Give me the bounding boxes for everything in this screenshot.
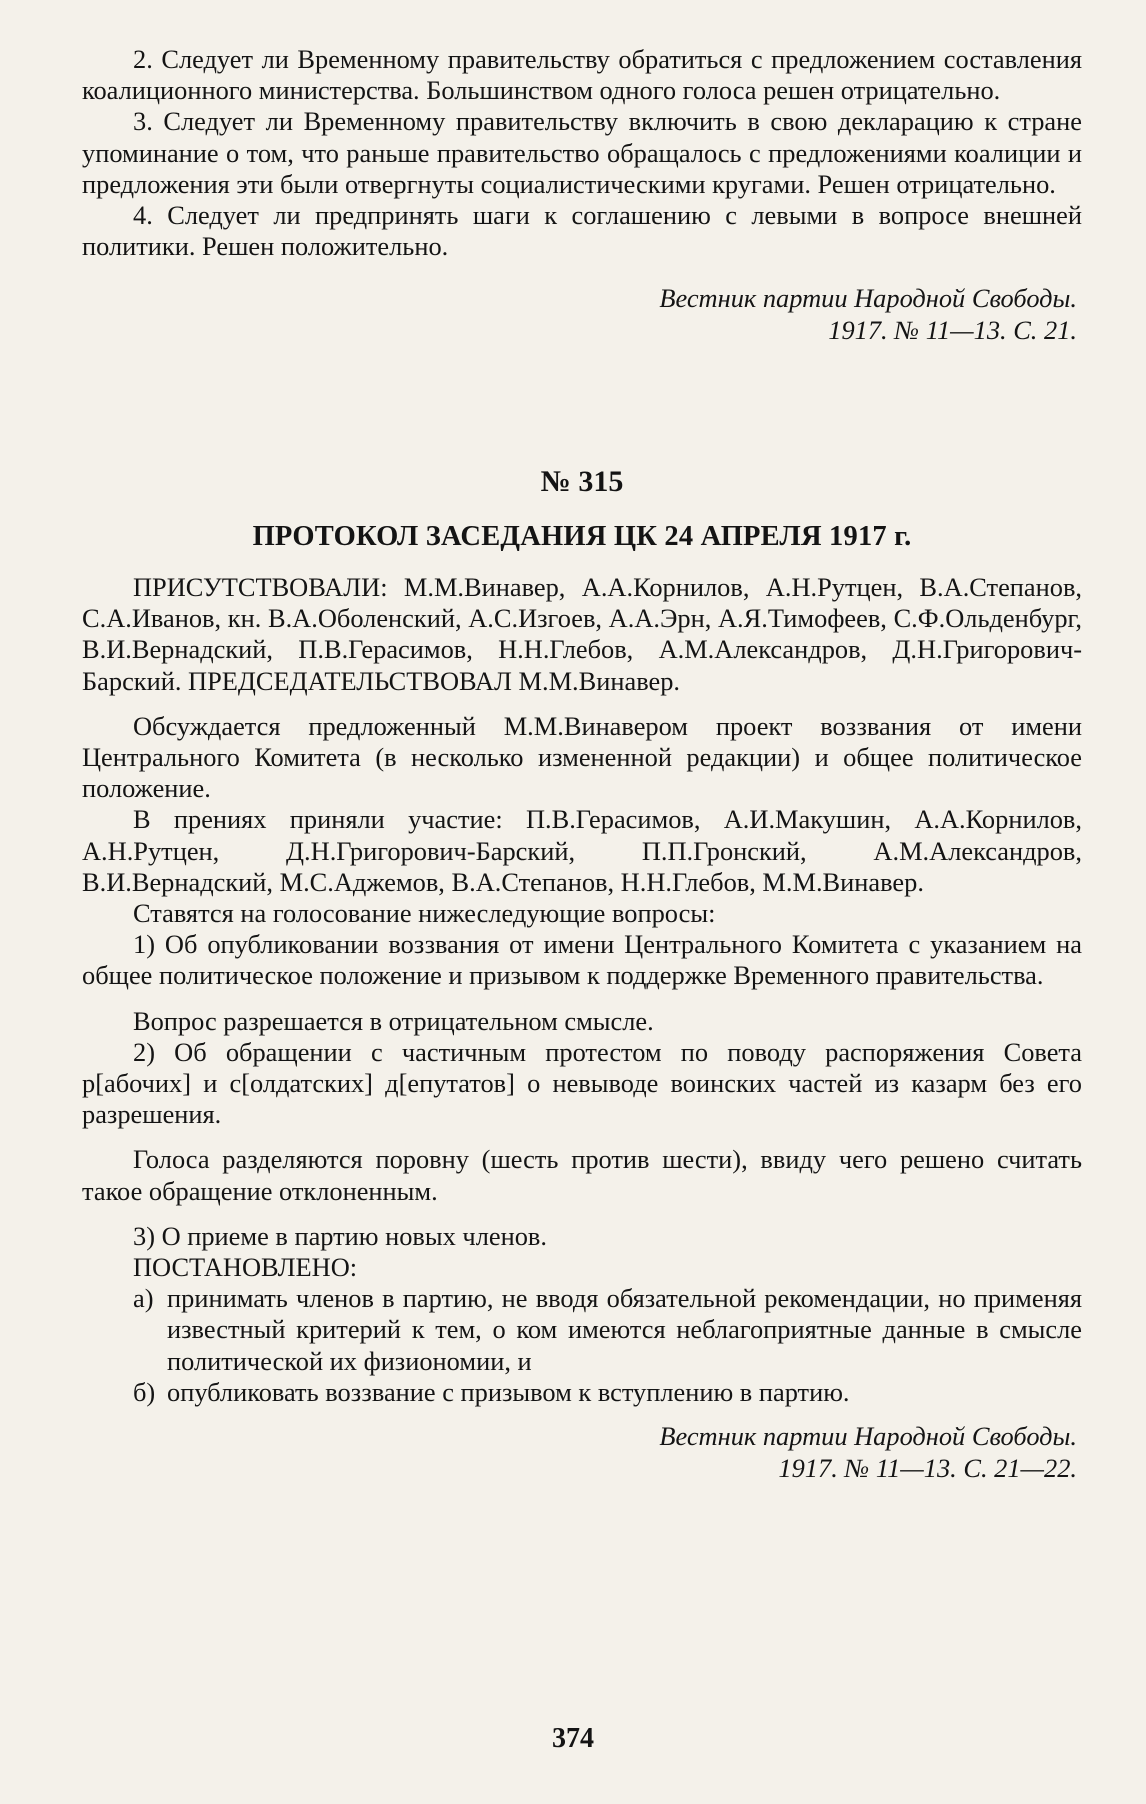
resolved-heading: ПОСТАНОВЛЕНО:	[133, 1252, 358, 1283]
previous-document-end	[82, 44, 1082, 346]
resolution-list	[82, 1283, 1082, 1408]
vote-question-1-result: Вопрос разрешается в отрицательном смысле.	[133, 1005, 654, 1036]
source-citation-2-line-1: Вестник партии Народной Свободы.	[659, 1421, 1077, 1452]
document-number: № 315	[540, 465, 624, 498]
question-2: 2. Следует ли Временному правительству обратиться с предложением составления коалиционного министерства. Большинством одного голоса решен отрицательно.	[82, 44, 1082, 106]
resolution-item-text: принимать членов в партию, не вводя обязательной рекомендации, но применяя известный критерий к тем, о ком имеются неблагоприятные данные в смысле политической их физиономии, и	[167, 1283, 1082, 1376]
vote-question-1: 1) Об опубликовании воззвания от имени Центрального Комитета с указанием на общее политическое положение и призывом к поддержке Временного правительства.	[82, 929, 1082, 991]
question-3: 3. Следует ли Временному правительству включить в свою декларацию к стране упоминание о том, что раньше правительство обращалось с предложениями коалиции и предложения эти были отвергнуты социалистическими кругами. Решен отрицательно.	[82, 106, 1082, 199]
source-citation-1-line-2: 1917. № 11—13. С. 21.	[828, 315, 1077, 346]
document-315	[82, 464, 1082, 1484]
debate-participants: В прениях приняли участие: П.В.Герасимов, А.И.Макушин, А.А.Корнилов, А.Н.Рутцен, Д.Н.Григорович-Барский, П.П.Гронский, А.М.Александров, В.И.Вернадский, М.С.Аджемов, В.А.Степанов, Н.Н.Глебов, М.М.Винавер.	[82, 804, 1082, 897]
resolution-item-marker: а)	[133, 1283, 154, 1314]
vote-question-3: 3) О приеме в партию новых членов.	[133, 1220, 547, 1251]
vote-question-2-result: Голоса разделяются поровну (шесть против шести), ввиду чего решено считать такое обращение отклоненным.	[82, 1144, 1082, 1206]
resolution-item-text: опубликовать воззвание с призывом к вступлению в партию.	[167, 1376, 850, 1407]
question-4: 4. Следует ли предпринять шаги к соглашению с левыми в вопросе внешней политики. Решен положительно.	[82, 200, 1082, 262]
source-citation-1-line-1: Вестник партии Народной Свободы.	[659, 283, 1077, 314]
attendees-paragraph: ПРИСУТСТВОВАЛИ: М.М.Винавер, А.А.Корнилов, А.Н.Рутцен, В.А.Степанов, С.А.Иванов, кн. В.А.Оболенский, А.С.Изгоев, А.А.Эрн, А.Я.Тимофеев, С.Ф.Ольденбург, В.И.Вернадский, П.В.Герасимов, Н.Н.Глебов, А.М.Александров, Д.Н.Григорович-Барский. ПРЕДСЕДАТЕЛЬСТВОВАЛ М.М.Винавер.	[82, 572, 1082, 696]
discussion-paragraph: Обсуждается предложенный М.М.Винавером проект воззвания от имени Центрального Комитета (в несколько измененной редакции) и общее политическое положение.	[82, 710, 1082, 804]
resolution-item-a	[133, 1283, 1082, 1377]
vote-intro: Ставятся на голосование нижеследующие вопросы:	[133, 898, 716, 929]
page-number: 374	[552, 1723, 594, 1754]
source-citation-2-line-2: 1917. № 11—13. С. 21—22.	[778, 1453, 1077, 1484]
resolution-item-marker: б)	[133, 1376, 156, 1407]
resolution-item-b	[133, 1377, 1082, 1408]
document-title: ПРОТОКОЛ ЗАСЕДАНИЯ ЦК 24 АПРЕЛЯ 1917 г.	[252, 521, 912, 552]
vote-question-2: 2) Об обращении с частичным протестом по поводу распоряжения Совета р[абочих] и с[олдатских] д[епутатов] о невыводе воинских частей из казарм без его разрешения.	[82, 1036, 1082, 1130]
